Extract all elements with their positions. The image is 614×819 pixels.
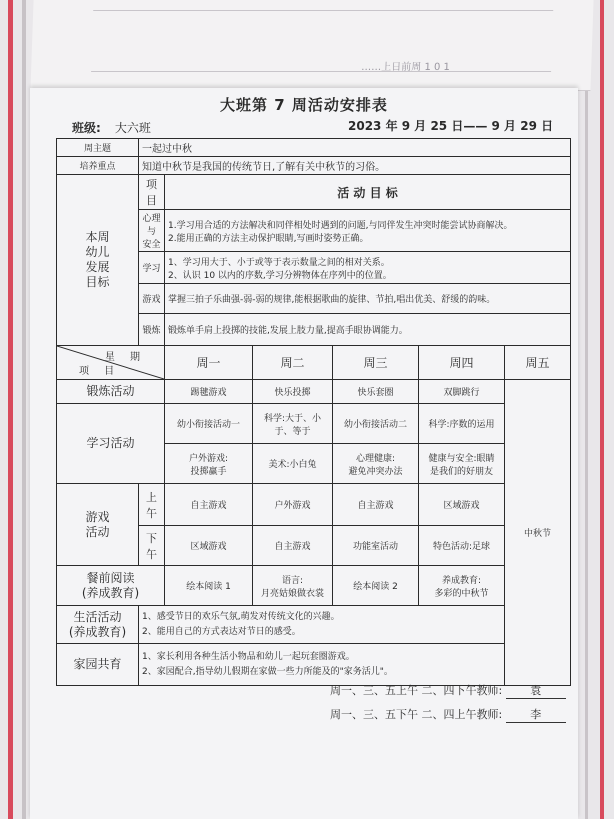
am-label: 上午 <box>139 484 165 526</box>
game-am-mon: 自主游戏 <box>165 484 253 526</box>
previous-page-text: ……上日前周 1 0 1 <box>361 62 451 73</box>
game-pm-tue: 自主游戏 <box>253 526 333 566</box>
study-pm-thu: 健康与安全:眼睛 是我们的好朋友 <box>419 444 505 484</box>
footer-line-2 <box>330 706 566 723</box>
pm-label: 下午 <box>139 526 165 566</box>
study-pm-mon: 户外游戏: 投掷赢手 <box>165 444 253 484</box>
exercise-mon: 踢毽游戏 <box>165 380 253 404</box>
reading-tue: 语言: 月亮姑娘做衣裳 <box>253 566 333 606</box>
game-pm-thu: 特色活动:足球 <box>419 526 505 566</box>
previous-page-lines <box>91 10 553 72</box>
home-label: 家园共育 <box>57 644 139 686</box>
folder-stripe-right-2 <box>585 0 588 819</box>
goal-text-1: 1.学习用合适的方法解决和同伴相处时遇到的问题,与同伴发生冲突时能尝试协商解决。 2.能用正确的方法主动保护眼睛,写画时姿势正确。 <box>165 210 571 252</box>
week-label: 星 期 <box>104 352 146 363</box>
goal-header: 活 动 目 标 <box>165 175 571 210</box>
game-label: 游戏 活动 <box>57 484 139 566</box>
study-am-tue: 科学:大于、小于、等于 <box>253 404 333 444</box>
theme-label: 周主题 <box>57 139 139 157</box>
day-wed: 周三 <box>333 346 419 380</box>
teacher-signature-2: 李 <box>506 706 566 723</box>
goal-area-2: 学习 <box>139 252 165 284</box>
goals-label: 本周 幼儿 发展 目标 <box>57 175 139 346</box>
previous-page <box>30 0 593 91</box>
exercise-tue: 快乐投掷 <box>253 380 333 404</box>
day-tue: 周二 <box>253 346 333 380</box>
folder-stripe-left <box>8 0 13 819</box>
game-pm-wed: 功能室活动 <box>333 526 419 566</box>
day-mon: 周一 <box>165 346 253 380</box>
game-pm-mon: 区域游戏 <box>165 526 253 566</box>
folder-stripe-left-2 <box>22 0 26 819</box>
exercise-label: 锻炼活动 <box>57 380 165 404</box>
theme-value: 一起过中秋 <box>139 139 571 157</box>
date-range: 2023 年 9 月 25 日—— 9 月 29 日 <box>348 119 554 133</box>
home-text: 1、家长利用各种生活小物品和幼儿一起玩套圈游戏。 2、家园配合,指导幼儿假期在家做一些力所能及的"家务活儿"。 <box>139 644 571 686</box>
game-am-tue: 户外游戏 <box>253 484 333 526</box>
exercise-thu: 双脚跳行 <box>419 380 505 404</box>
life-label: 生活活动 (养成教育) <box>57 606 139 644</box>
page-title: 大班第 7 周活动安排表 <box>220 96 388 114</box>
study-am-wed: 幼小衔接活动二 <box>333 404 419 444</box>
folder-stripe-right <box>600 0 604 819</box>
focus-value: 知道中秋节是我国的传统节日,了解有关中秋节的习俗。 <box>139 157 571 175</box>
goal-area-3: 游戏 <box>139 284 165 314</box>
schedule-page <box>30 88 578 819</box>
goal-area-4: 锻炼 <box>139 314 165 346</box>
goal-area-1: 心理与 安全 <box>139 210 165 252</box>
focus-label: 培养重点 <box>57 157 139 175</box>
goal-text-4: 锻炼单手肩上投掷的技能,发展上肢力量,提高手眼协调能力。 <box>165 314 571 346</box>
class-line <box>72 119 151 136</box>
schedule-table <box>56 138 571 686</box>
footer-line-1 <box>330 682 566 699</box>
class-value: 大六班 <box>114 121 151 135</box>
class-label: 班级: <box>72 121 101 135</box>
day-fri: 周五 <box>505 346 571 380</box>
study-am-mon: 幼小衔接活动一 <box>165 404 253 444</box>
reading-thu: 养成教育: 多彩的中秋节 <box>419 566 505 606</box>
diagonal-header <box>57 346 165 380</box>
reading-mon: 绘本阅读 1 <box>165 566 253 606</box>
exercise-wed: 快乐套圈 <box>333 380 419 404</box>
day-thu: 周四 <box>419 346 505 380</box>
life-text: 1、感受节日的欢乐气氛,萌发对传统文化的兴趣。 2、能用自己的方式表达对节日的感受。 <box>139 606 571 644</box>
game-am-thu: 区域游戏 <box>419 484 505 526</box>
goal-text-3: 掌握三拍子乐曲强-弱-弱的规律,能根据歌曲的旋律、节拍,唱出优美、舒缓的韵味。 <box>165 284 571 314</box>
game-am-wed: 自主游戏 <box>333 484 419 526</box>
reading-label: 餐前阅读 (养成教育) <box>57 566 165 606</box>
study-pm-wed: 心理健康: 避免冲突办法 <box>333 444 419 484</box>
teacher-signature-1: 袁 <box>506 682 566 699</box>
friday-cell: 中秋节 <box>505 380 571 686</box>
study-pm-tue: 美术:小白兔 <box>253 444 333 484</box>
footer-line-1-text: 周一、三、五上午 二、四下午教师: <box>330 684 503 697</box>
item-label: 项 目 <box>79 366 121 377</box>
item-header: 项 目 <box>139 175 165 210</box>
reading-wed: 绘本阅读 2 <box>333 566 419 606</box>
study-label: 学习活动 <box>57 404 165 484</box>
goal-text-2: 1、学习用大于、小于或等于表示数量之间的相对关系。 2、认识 10 以内的序数,学习分辨物体在序列中的位置。 <box>165 252 571 284</box>
study-am-thu: 科学:序数的运用 <box>419 404 505 444</box>
footer-line-2-text: 周一、三、五下午 二、四上午教师: <box>330 708 503 721</box>
